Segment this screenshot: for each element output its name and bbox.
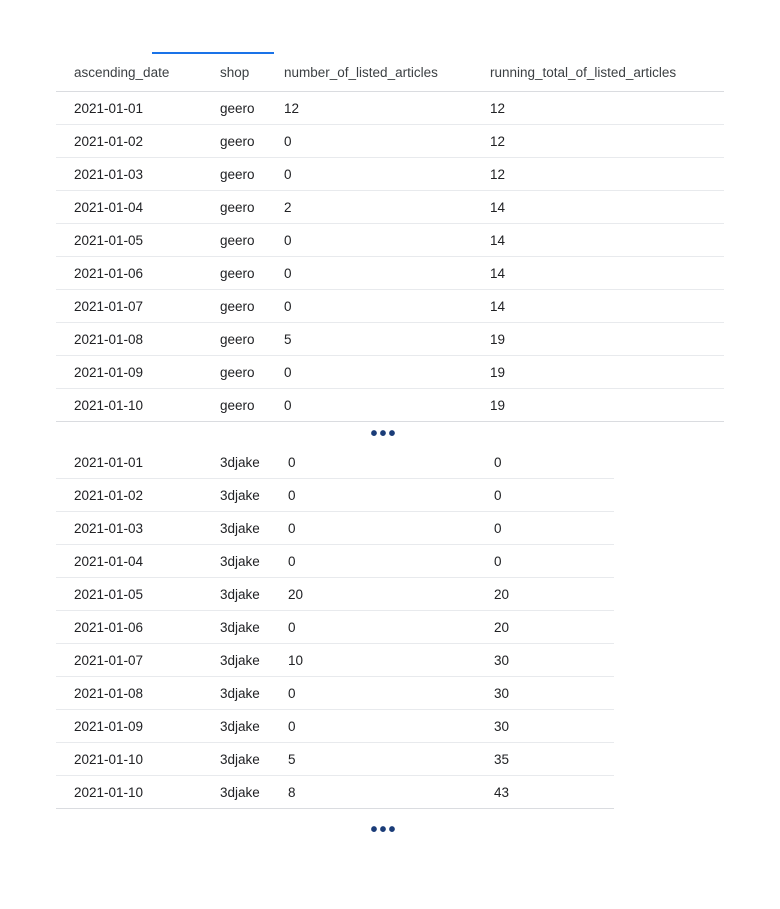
table-header — [56, 52, 724, 92]
table-row — [56, 389, 724, 422]
column-header-number-of-listed-articles[interactable]: number_of_listed_articles — [284, 52, 490, 92]
cell-shop: geero — [220, 92, 284, 125]
cell-number: 0 — [284, 125, 490, 158]
table-row — [56, 125, 724, 158]
cell-number: 0 — [288, 479, 494, 512]
cell-number: 0 — [288, 677, 494, 710]
cell-running-total: 14 — [490, 191, 724, 224]
table-row — [56, 677, 614, 710]
cell-shop: geero — [220, 257, 284, 290]
cell-date: 2021-01-04 — [56, 191, 220, 224]
cell-running-total: 20 — [494, 611, 614, 644]
cell-date: 2021-01-09 — [56, 710, 220, 743]
table-row — [56, 578, 614, 611]
cell-shop: 3djake — [220, 677, 288, 710]
cell-number: 10 — [288, 644, 494, 677]
table-row — [56, 323, 724, 356]
cell-shop: geero — [220, 389, 284, 422]
table-second — [56, 446, 614, 809]
cell-number: 0 — [288, 446, 494, 479]
cell-shop: 3djake — [220, 578, 288, 611]
table-row — [56, 224, 724, 257]
cell-running-total: 19 — [490, 356, 724, 389]
cell-running-total: 35 — [494, 743, 614, 776]
cell-date: 2021-01-03 — [56, 512, 220, 545]
cell-date: 2021-01-09 — [56, 356, 220, 389]
cell-date: 2021-01-08 — [56, 677, 220, 710]
cell-number: 0 — [284, 290, 490, 323]
cell-number: 5 — [288, 743, 494, 776]
table-truncation-ellipsis — [0, 424, 780, 444]
cell-running-total: 30 — [494, 710, 614, 743]
table-row — [56, 512, 614, 545]
table-row — [56, 710, 614, 743]
results-table-first — [56, 52, 724, 422]
cell-shop: 3djake — [220, 512, 288, 545]
cell-date: 2021-01-07 — [56, 290, 220, 323]
cell-date: 2021-01-08 — [56, 323, 220, 356]
table-row — [56, 776, 614, 809]
cell-date: 2021-01-10 — [56, 389, 220, 422]
cell-shop: 3djake — [220, 446, 288, 479]
cell-date: 2021-01-02 — [56, 479, 220, 512]
cell-number: 0 — [288, 545, 494, 578]
cell-number: 0 — [288, 512, 494, 545]
cell-running-total: 0 — [494, 545, 614, 578]
cell-shop: geero — [220, 290, 284, 323]
column-header-ascending-date[interactable]: ascending_date — [56, 52, 220, 92]
cell-date: 2021-01-10 — [56, 776, 220, 809]
table-row — [56, 611, 614, 644]
cell-date: 2021-01-01 — [56, 446, 220, 479]
cell-running-total: 19 — [490, 389, 724, 422]
cell-number: 0 — [288, 710, 494, 743]
cell-shop: geero — [220, 158, 284, 191]
cell-running-total: 30 — [494, 677, 614, 710]
cell-date: 2021-01-05 — [56, 224, 220, 257]
table-row — [56, 446, 614, 479]
cell-date: 2021-01-06 — [56, 611, 220, 644]
cell-running-total: 20 — [494, 578, 614, 611]
table-row — [56, 158, 724, 191]
cell-number: 8 — [288, 776, 494, 809]
table-row — [56, 743, 614, 776]
cell-date: 2021-01-03 — [56, 158, 220, 191]
cell-shop: geero — [220, 323, 284, 356]
table-first — [56, 52, 724, 422]
cell-date: 2021-01-01 — [56, 92, 220, 125]
cell-date: 2021-01-05 — [56, 578, 220, 611]
table-body-first — [56, 92, 724, 422]
cell-number: 5 — [284, 323, 490, 356]
cell-running-total: 12 — [490, 158, 724, 191]
cell-running-total: 43 — [494, 776, 614, 809]
cell-date: 2021-01-02 — [56, 125, 220, 158]
cell-shop: 3djake — [220, 644, 288, 677]
cell-shop: 3djake — [220, 545, 288, 578]
column-header-shop[interactable]: shop — [220, 52, 284, 92]
table-row — [56, 545, 614, 578]
cell-running-total: 14 — [490, 290, 724, 323]
cell-number: 0 — [284, 356, 490, 389]
table-row — [56, 191, 724, 224]
cell-running-total: 0 — [494, 479, 614, 512]
results-table-second — [56, 446, 608, 809]
cell-shop: 3djake — [220, 479, 288, 512]
cell-number: 2 — [284, 191, 490, 224]
cell-date: 2021-01-04 — [56, 545, 220, 578]
cell-running-total: 14 — [490, 257, 724, 290]
cell-number: 12 — [284, 92, 490, 125]
cell-running-total: 12 — [490, 92, 724, 125]
cell-running-total: 0 — [494, 512, 614, 545]
cell-number: 0 — [284, 257, 490, 290]
table-row — [56, 257, 724, 290]
cell-shop: geero — [220, 191, 284, 224]
cell-number: 0 — [288, 611, 494, 644]
cell-shop: geero — [220, 125, 284, 158]
cell-running-total: 14 — [490, 224, 724, 257]
cell-running-total: 19 — [490, 323, 724, 356]
table-row — [56, 290, 724, 323]
cell-date: 2021-01-07 — [56, 644, 220, 677]
table-row — [56, 644, 614, 677]
cell-shop: 3djake — [220, 611, 288, 644]
cell-number: 20 — [288, 578, 494, 611]
cell-date: 2021-01-10 — [56, 743, 220, 776]
cell-shop: 3djake — [220, 710, 288, 743]
cell-date: 2021-01-06 — [56, 257, 220, 290]
cell-shop: geero — [220, 356, 284, 389]
ellipsis-dots: ••• — [370, 423, 398, 445]
cell-number: 0 — [284, 224, 490, 257]
cell-shop: 3djake — [220, 743, 288, 776]
table-row — [56, 479, 614, 512]
cell-shop: 3djake — [220, 776, 288, 809]
table-header-row — [56, 52, 724, 92]
cell-shop: geero — [220, 224, 284, 257]
column-header-running-total-of-listed-articles[interactable]: running_total_of_listed_articles — [490, 52, 724, 92]
cell-number: 0 — [284, 389, 490, 422]
cell-running-total: 12 — [490, 125, 724, 158]
table-row — [56, 356, 724, 389]
ellipsis-dots: ••• — [370, 819, 398, 841]
cell-running-total: 30 — [494, 644, 614, 677]
table-body-second — [56, 446, 614, 809]
table-truncation-ellipsis-second — [0, 820, 780, 840]
cell-running-total: 0 — [494, 446, 614, 479]
table-row — [56, 92, 724, 125]
cell-number: 0 — [284, 158, 490, 191]
